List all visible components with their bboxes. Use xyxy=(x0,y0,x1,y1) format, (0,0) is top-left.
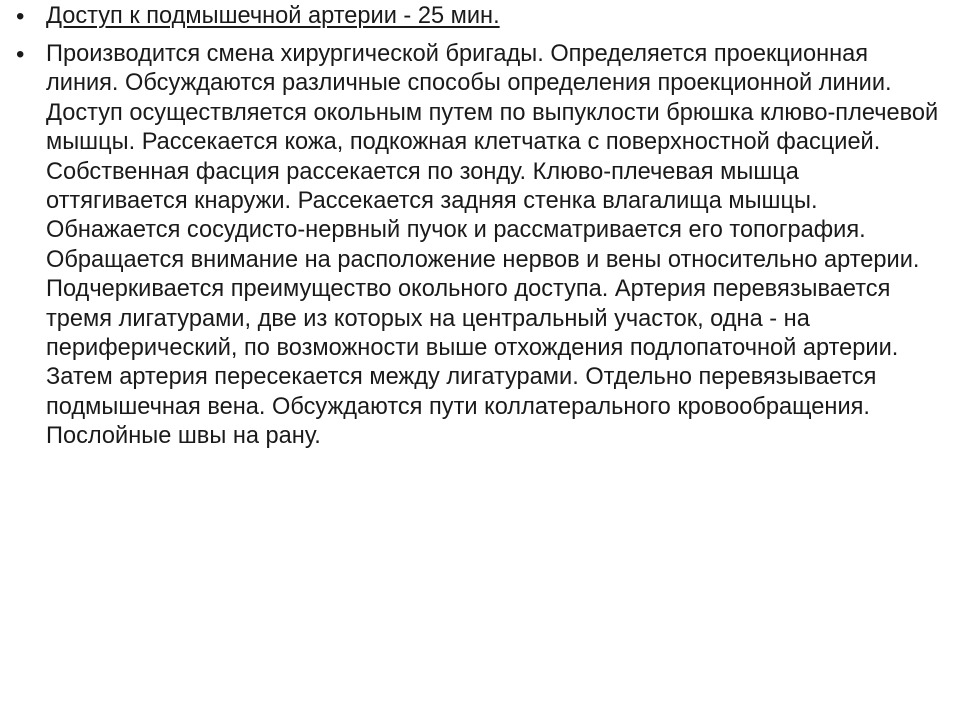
bullet-item-heading xyxy=(12,2,947,32)
bullet-item-description xyxy=(12,40,947,452)
bullet-description-text: Производится смена хирургической бригады. Определяется проекционная линия. Обсуждаются различные способы определения проекционной линии. Доступ осуществляется окольным путем по выпуклости брюшка клюво-плечевой мышцы. Рассекается кожа, подкожная клетчатка с поверхностной фасцией. Собственная фасция рассекается по зонду. Клюво-плечевая мышца оттягивается кнаружи. Рассекается задняя стенка влагалища мышцы. Обнажается сосудисто-нервный пучок и рассматривается его топография. Обращается внимание на расположение нервов и вены относительно артерии. Подчеркивается преимущество окольного доступа. Артерия перевязывается тремя лигатурами, две из которых на центральный участок, одна - на периферический, по возможности выше отхождения подлопаточной артерии. Затем артерия пересекается между лигатурами. Отдельно перевязывается подмышечная вена. Обсуждаются пути коллатерального кровообращения. Послойные швы на рану. xyxy=(46,41,939,450)
bullet-list xyxy=(12,2,947,460)
bullet-marker: • xyxy=(16,41,25,68)
bullet-heading-text: Доступ к подмышечной артерии - 25 мин. xyxy=(46,3,500,29)
bullet-marker: • xyxy=(16,3,25,30)
